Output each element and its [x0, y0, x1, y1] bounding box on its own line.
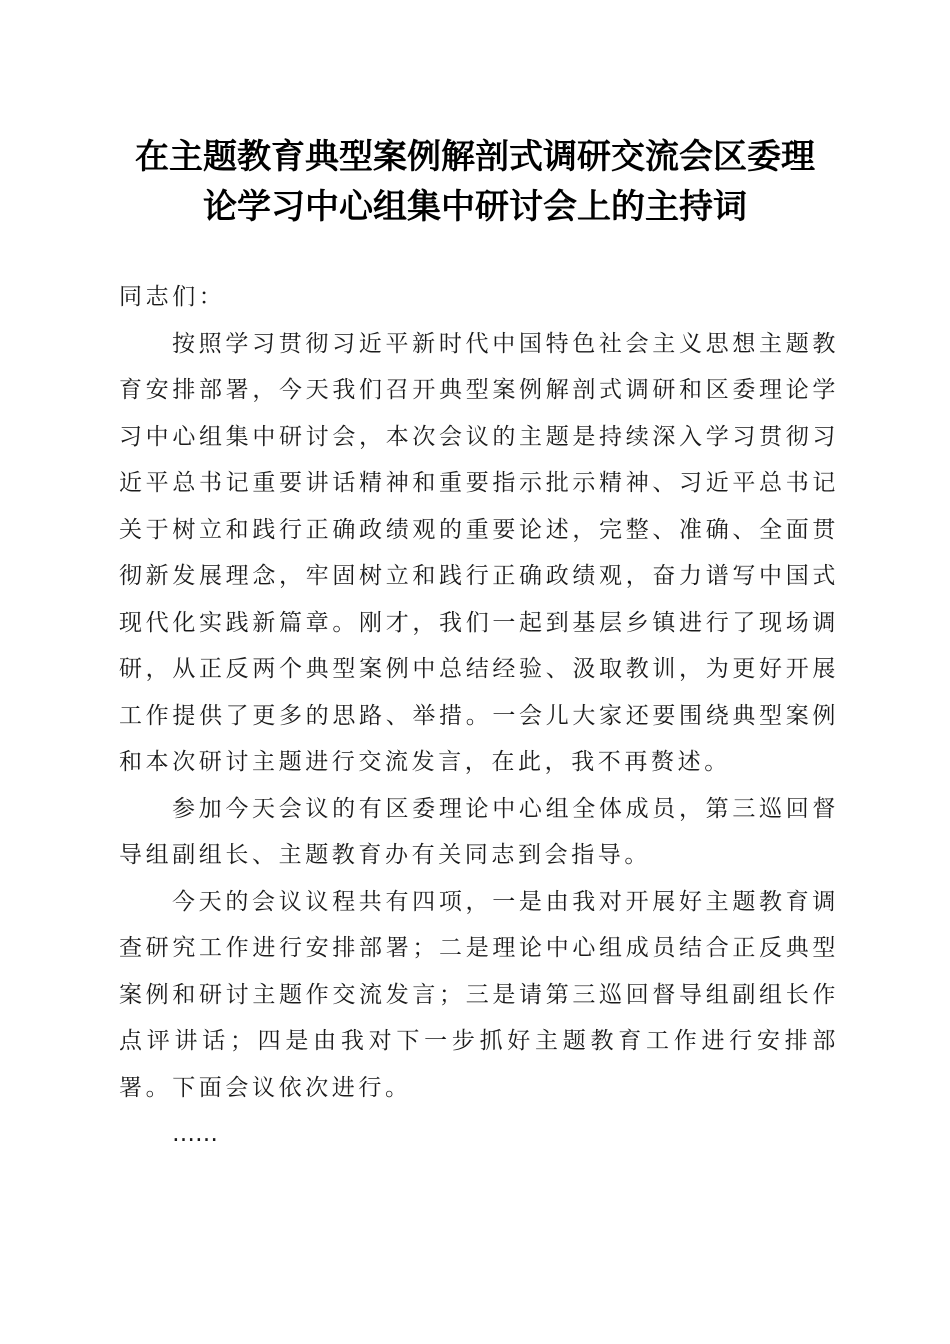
document-body	[119, 274, 839, 1158]
paragraph-attendees: 参加今天会议的有区委理论中心组全体成员，第三巡回督导组副组长、主题教育办有关同志到会指导。	[119, 795, 839, 868]
salutation: 同志们：	[119, 284, 226, 310]
document-title	[100, 132, 850, 232]
paragraph-intro: 按照学习贯彻习近平新时代中国特色社会主义思想主题教育安排部署，今天我们召开典型案例解剖式调研和区委理论学习中心组集中研讨会，本次会议的主题是持续深入学习贯彻习近平总书记重要讲话精神和重要指示批示精神、习近平总书记关于树立和践行正确政绩观的重要论述，完整、准确、全面贯彻新发展理念，牢固树立和践行正确政绩观，奋力谱写中国式现代化实践新篇章。刚才，我们一起到基层乡镇进行了现场调研，从正反两个典型案例中总结经验、汲取教训，为更好开展工作提供了更多的思路、举措。一会儿大家还要围绕典型案例和本次研讨主题进行交流发言，在此，我不再赘述。	[119, 330, 839, 775]
title-line-1: 在主题教育典型案例解剖式调研交流会区委理	[135, 137, 815, 177]
title-line-2: 论学习中心组集中研讨会上的主持词	[203, 187, 747, 227]
ellipsis: ……	[172, 1121, 218, 1147]
paragraph-agenda: 今天的会议议程共有四项，一是由我对开展好主题教育调查研究工作进行安排部署；二是理论中心组成员结合正反典型案例和研讨主题作交流发言；三是请第三巡回督导组副组长作点评讲话；四是由我对下一步抓好主题教育工作进行安排部署。下面会议依次进行。	[119, 888, 839, 1101]
